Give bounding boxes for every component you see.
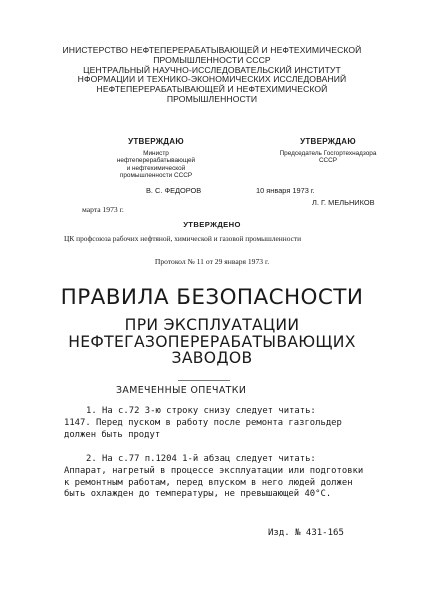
errata-line: Аппарат, нагретый в процессе эксплуатации или подготовки bbox=[64, 465, 364, 476]
approval-heading: УТВЕРЖДАЮ bbox=[300, 137, 356, 146]
ministry-line: ПРОМЫШЛЕННОСТИ bbox=[166, 93, 258, 104]
signatory-name-fedorov: В. С. ФЕДОРОВ bbox=[146, 186, 202, 195]
errata-item bbox=[64, 454, 404, 501]
errata-item bbox=[64, 406, 404, 441]
errata-heading: ЗАМЕЧЕННЫЕ ОПЕЧАТКИ bbox=[116, 385, 247, 396]
signatory-name-melnikov: Л. Г. МЕЛЬНИКОВ bbox=[312, 198, 375, 207]
union-approval-heading: УТВЕРЖДЕНО bbox=[183, 220, 241, 229]
approval-minister bbox=[86, 137, 226, 180]
approval-role-line: нефтеперерабатывающей bbox=[116, 157, 196, 165]
errata-line: к ремонтным работам, перед впуском в него людей должен bbox=[64, 477, 353, 488]
errata-line: должен быть продут bbox=[64, 429, 161, 440]
ministry-line: ПРОМЫШЛЕННОСТИ СССР bbox=[153, 54, 271, 65]
approval-role-line: Председатель Госгортехнадзора bbox=[279, 150, 377, 157]
approval-role-line: Министр bbox=[143, 150, 169, 157]
errata-line: 1147. Перед пуском в работу после ремонта газгольдер bbox=[64, 417, 342, 428]
subtitle-line: ПРИ ЭКСПЛУАТАЦИИ bbox=[124, 316, 300, 334]
approval-role-line: СССР bbox=[318, 157, 338, 165]
errata-line: 1. На с.72 3-ю строку снизу следует читать: bbox=[86, 406, 316, 416]
subtitle-line: ЗАВОДОВ bbox=[171, 349, 253, 368]
approval-date-right: 10 января 1973 г. bbox=[256, 186, 315, 195]
ministry-line: ЦЕНТРАЛЬНЫЙ НАУЧНО-ИССЛЕДОВАТЕЛЬСКИЙ ИНСТИТУТ bbox=[83, 64, 341, 75]
approval-role-line: промышленности СССР bbox=[119, 172, 193, 180]
divider-mark bbox=[178, 380, 230, 381]
document-title: ПРАВИЛА БЕЗОПАСНОСТИ bbox=[60, 285, 364, 310]
document-subtitle bbox=[0, 317, 424, 367]
ministry-header bbox=[0, 46, 424, 105]
approval-role-line: и нефтехимической bbox=[126, 164, 186, 172]
approval-gosgortekhnadzor bbox=[258, 137, 398, 165]
subtitle-line: НЕФТЕГАЗОПЕРЕРАБАТЫВАЮЩИХ bbox=[68, 332, 356, 351]
approval-heading: УТВЕРЖДАЮ bbox=[128, 137, 184, 146]
errata-line: быть охлажден до температуры, не превышающей 40°С. bbox=[64, 489, 332, 500]
publication-number: Изд. № 431-165 bbox=[268, 528, 344, 538]
ministry-line: НФОРМАЦИИ И ТЕХНИКО-ЭКОНОМИЧЕСКИХ ИССЛЕДОВАНИЙ bbox=[77, 74, 347, 85]
protocol-line: Протокол № 11 от 29 января 1973 г. bbox=[154, 257, 270, 266]
approval-date-left: марта 1973 г. bbox=[82, 205, 124, 214]
ministry-line: ИНИСТЕРСТВО НЕФТЕПЕРЕРАБАТЫВАЮЩЕЙ И НЕФТЕХИМИЧЕСКОЙ bbox=[62, 45, 362, 55]
union-approval-text: ЦК профсоюза рабочих нефтяной, химической и газовой промышленности bbox=[64, 234, 302, 243]
errata-line: 2. На с.77 п.1204 1-й абзац следует читать: bbox=[86, 454, 316, 464]
ministry-line: НЕФТЕПЕРЕРАБАТЫВАЮЩЕЙ И НЕФТЕХИМИЧЕСКОЙ bbox=[96, 84, 328, 95]
